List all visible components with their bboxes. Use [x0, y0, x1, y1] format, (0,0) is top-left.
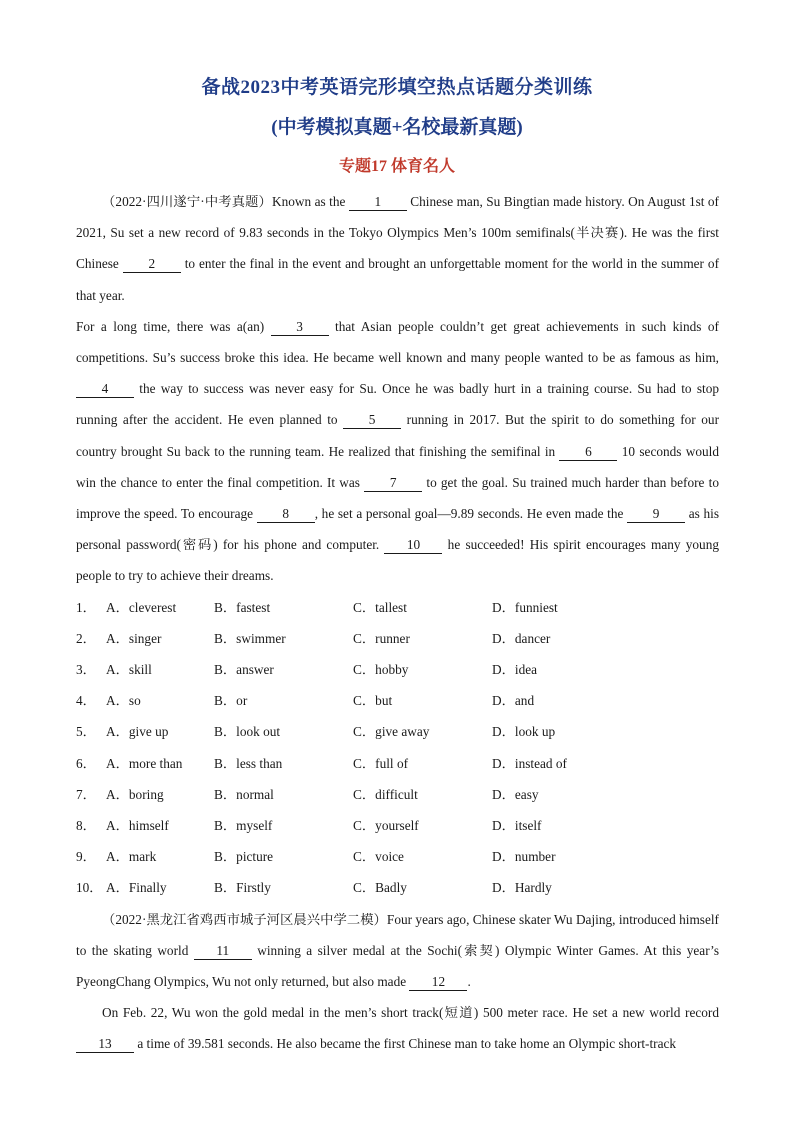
text-segment: a time of 39.581 seconds. He also became the first Chinese man to take home an Olympic short-track — [134, 1036, 677, 1052]
option-d: D．funniest — [492, 599, 558, 615]
option-a: A．himself — [106, 817, 169, 833]
option-a: A．boring — [106, 786, 164, 802]
passage2-paragraph1 — [76, 904, 719, 998]
options-list — [76, 592, 719, 904]
option-c: C．Badly — [353, 880, 407, 896]
blank-11: 11 — [194, 942, 252, 960]
option-a: A．so — [106, 693, 141, 709]
option-c: C．hobby — [353, 662, 409, 678]
option-b: B．normal — [214, 786, 274, 802]
option-b: B．myself — [214, 817, 273, 833]
option-b: B．look out — [214, 724, 281, 740]
option-row — [76, 716, 719, 747]
blank-5: 5 — [343, 411, 401, 429]
option-row — [76, 872, 719, 903]
text-segment: On Feb. 22, Wu won the gold medal in the men’s short track(短道) 500 meter race. He set a new world record — [102, 1005, 719, 1021]
text-segment: that Asian people couldn’t get great achievements in such kinds of competitions. Su’s success broke this idea. He became well known and many people wanted to be as famous as him, — [76, 318, 719, 366]
option-c: C．tallest — [353, 599, 407, 615]
option-b: B．Firstly — [214, 880, 271, 896]
option-c: C．but — [353, 693, 393, 709]
text-segment: 10 seconds would win the chance to enter the final competition. It was — [76, 443, 719, 490]
option-a: A．more than — [106, 755, 183, 771]
option-row — [76, 592, 719, 623]
option-b: B．less than — [214, 755, 283, 771]
blank-4: 4 — [76, 380, 134, 398]
question-number: 8． — [76, 817, 96, 833]
option-b: B．swimmer — [214, 630, 286, 646]
option-c: C．voice — [353, 849, 404, 865]
document-subtitle: (中考模拟真题+名校最新真题) — [271, 117, 523, 138]
text-segment: , he set a personal goal—9.89 seconds. He even made the — [314, 506, 628, 522]
blank-1: 1 — [349, 193, 407, 211]
option-c: C．give away — [353, 724, 430, 740]
option-a: A．skill — [106, 662, 152, 678]
option-b: B．answer — [214, 662, 274, 678]
blank-12: 12 — [409, 973, 467, 991]
option-row — [76, 654, 719, 685]
passage2-paragraph2 — [76, 997, 719, 1059]
option-row — [76, 748, 719, 779]
text-segment: Four years ago, Chinese skater Wu Dajing, introduced himself to the skating world — [76, 911, 719, 958]
option-b: B．or — [214, 693, 248, 709]
blank-8: 8 — [257, 505, 315, 523]
question-number: 7． — [76, 786, 96, 802]
question-number: 1． — [76, 599, 96, 615]
option-d: D．number — [492, 849, 556, 865]
text-segment: running in 2017. But the spirit to do something for our country brought Su back to the running team. He realized that finishing the semifinal in — [76, 412, 719, 459]
option-b: B．fastest — [214, 599, 271, 615]
passage2-source: （2022·黑龙江省鸡西市城子河区晨兴中学二模） — [102, 911, 387, 927]
blank-2: 2 — [123, 255, 181, 273]
option-row — [76, 685, 719, 716]
option-d: D．itself — [492, 817, 542, 833]
text-segment: winning a silver medal at the Sochi(索契) Olympic Winter Games. At this year’s PyeongChang Olympics, Wu not only returned, but also made — [76, 942, 719, 989]
option-c: C．runner — [353, 630, 410, 646]
topic-heading: 专题17 体育名人 — [338, 158, 455, 175]
option-row — [76, 623, 719, 654]
option-a: A．give up — [106, 724, 169, 740]
option-row — [76, 810, 719, 841]
question-number: 5． — [76, 724, 96, 740]
passage1-paragraph2 — [76, 311, 719, 592]
option-d: D．instead of — [492, 755, 567, 771]
option-d: D．easy — [492, 786, 539, 802]
document-title: 备战2023中考英语完形填空热点话题分类训练 — [201, 77, 593, 98]
option-b: B．picture — [214, 849, 274, 865]
option-c: C．full of — [353, 755, 409, 771]
question-number: 4． — [76, 693, 96, 709]
text-segment: to enter the final in the event and brought an unforgettable moment for the world in the summer of that year. — [76, 256, 719, 303]
blank-3: 3 — [271, 318, 329, 336]
option-d: D．Hardly — [492, 880, 552, 896]
question-number: 9． — [76, 849, 96, 865]
text-segment: For a long time, there was a(an) — [76, 318, 271, 334]
document-body — [76, 186, 719, 1060]
blank-9: 9 — [627, 505, 685, 523]
option-d: D．dancer — [492, 630, 551, 646]
text-segment: he succeeded! His spirit encourages many young people to try to achieve their dreams. — [76, 537, 719, 584]
option-d: D．idea — [492, 662, 538, 678]
passage1-text — [76, 194, 719, 303]
option-d: D．and — [492, 693, 535, 709]
passage1-paragraph1 — [76, 186, 719, 311]
option-row — [76, 841, 719, 872]
blank-13: 13 — [76, 1035, 134, 1053]
question-number: 6． — [76, 755, 96, 771]
question-number: 3． — [76, 662, 96, 678]
option-row — [76, 779, 719, 810]
text-segment: Chinese man, Su Bingtian made history. On August 1st of 2021, Su set a new record of 9.83 seconds in the Tokyo Olympics Men’s 100m semifinals(半决赛). He was the first Chinese — [76, 194, 719, 272]
text-segment: to get the goal. Su trained much harder than before to improve the speed. To encourage — [76, 474, 719, 522]
option-c: C．yourself — [353, 817, 419, 833]
passage1-source: （2022·四川遂宁·中考真题） — [102, 194, 272, 209]
text-segment: . — [467, 973, 471, 989]
question-number: 10． — [76, 880, 103, 896]
option-a: A．mark — [106, 849, 157, 865]
text-segment: the way to success was never easy for Su. Once he was badly hurt in a training course. Su had to stop running after the accident. He even planned to — [76, 381, 719, 428]
option-a: A．Finally — [106, 880, 167, 896]
option-c: C．difficult — [353, 786, 418, 802]
question-number: 2． — [76, 630, 96, 646]
blank-7: 7 — [364, 474, 422, 492]
option-a: A．singer — [106, 630, 162, 646]
option-d: D．look up — [492, 724, 556, 740]
blank-6: 6 — [559, 443, 617, 461]
blank-10: 10 — [384, 536, 442, 554]
option-a: A．cleverest — [106, 599, 177, 615]
text-segment: as his personal password(密码) for his phone and computer. — [76, 506, 719, 553]
text-segment: Known as the — [271, 194, 349, 209]
